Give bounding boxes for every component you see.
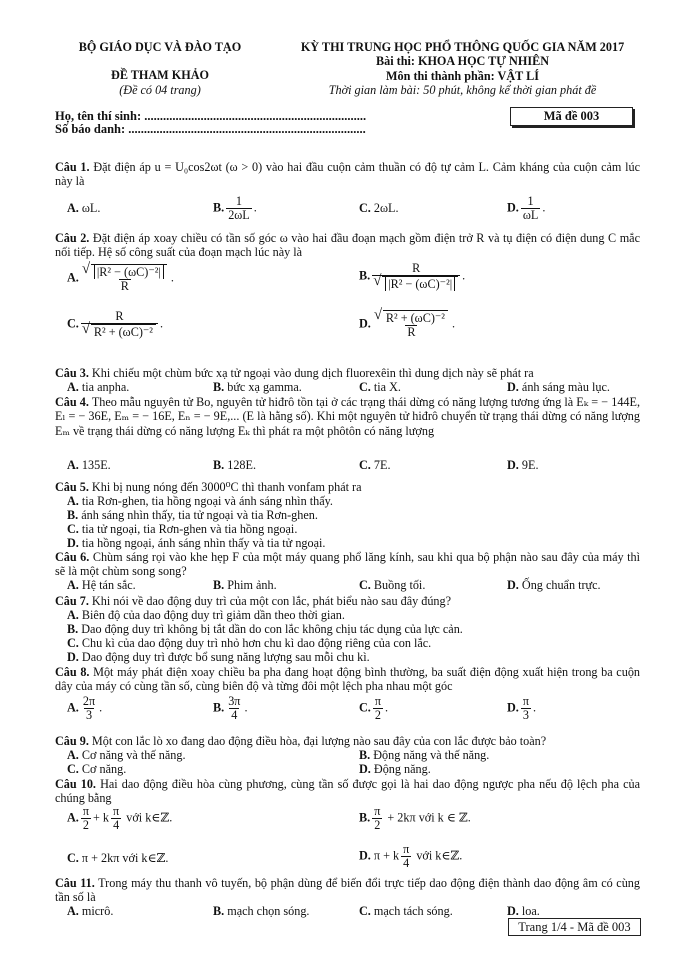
option-c: C. tia X. (359, 380, 401, 394)
question-10: Câu 10. Hai dao động điều hòa cùng phương, cùng tần số được gọi là hai dao động ngược pha nếu độ lệch pha của chúng bằng (55, 777, 640, 806)
option-a: A. tia anpha. (67, 380, 130, 394)
options-2-row1 (55, 262, 640, 312)
option-c: C. tia tử ngoại, tia Rơn-ghen và tia hồng ngoại. (67, 522, 298, 536)
options-9-row2 (55, 762, 640, 778)
question-8: Câu 8. Một máy phát điện xoay chiều ba pha đang hoạt động bình thường, ba suất điện động xuất hiện trong ba cuộn dây của máy có cùng tần số, cùng biên độ và từng đôi một lệch pha nhau một góc (55, 665, 640, 694)
question-2: Câu 2. Đặt điện áp xoay chiều có tần số góc ω vào hai đầu đoạn mạch gồm điện trở R và tụ điện có điện dung C mắc nối tiếp. Hệ số công suất của đoạn mạch lúc này là (55, 231, 640, 260)
option-c: C. 7E. (359, 458, 391, 472)
option-d: D. $\frac{1}{\omega L}$ . (507, 194, 546, 222)
pages-note: (Đề có 04 trang) (119, 82, 201, 97)
option-d: D. √ $\frac{\text{R² + (ωC)⁻²}}{R}$ . (359, 310, 455, 339)
option-a: A. 135E. (67, 458, 111, 472)
option-a: A. $\frac{2\pi}{3}$ . (67, 694, 103, 722)
question-1 (55, 160, 640, 189)
subject: Môn thi thành phần: VẬT LÍ (386, 68, 539, 83)
option-b: B. 128E. (213, 458, 257, 472)
option-a: A. $\frac{\pi}{2}$ + k $\frac{\pi}{4}$ với k∈ℤ. (67, 804, 173, 832)
option-b: B. R √ |R² − (ωC)⁻²| . (359, 262, 465, 291)
options-1 (55, 195, 640, 229)
option-c: C. Buồng tối. (359, 578, 426, 592)
options-10-row2 (55, 843, 640, 877)
option-c: C. π + 2kπ với k∈ℤ. (67, 851, 169, 865)
question-4: Câu 4. Theo mẫu nguyên tử Bo, nguyên tử hiđrô tồn tại ở các trạng thái dừng có năng lượng tương ứng là Eₖ = − 144E, Eₗ = − 36E, Eₘ = − 16E, Eₙ = − 9E,... (E là hằng số). Khi một nguyên tử hiđrô chuyển từ trạng thái dừng có năng lượng Eₘ về trạng thái dừng có năng lượng Eₖ thì phát ra một phôtôn có năng lượng (55, 395, 640, 438)
question-9: Câu 9. Một con lắc lò xo đang dao động điều hòa, đại lượng nào sau đây của con lắc được bảo toàn? (55, 734, 547, 748)
header-left (70, 40, 250, 97)
option-b: B. $\frac{3\pi}{4}$ . (213, 694, 248, 722)
page-footer: Trang 1/4 - Mã đề 003 (508, 918, 641, 936)
option-b: B. $\frac{1}{2\omega L}$ . (213, 194, 257, 222)
option-b: B. mạch chọn sóng. (213, 904, 310, 918)
option-d: D. Ống chuẩn trực. (507, 578, 601, 592)
candidate-info (55, 110, 455, 136)
option-c: C. Chu kì của dao động duy trì nhỏ hơn chu kì dao động riêng của con lắc. (67, 636, 432, 650)
options-4 (55, 458, 640, 474)
doc-type: ĐỀ THAM KHẢO (111, 68, 209, 83)
option-d: D. Động năng. (359, 762, 431, 776)
options-8 (55, 695, 640, 729)
question-7: Câu 7. Khi nói về dao động duy trì của một con lắc, phát biểu nào sau đây đúng? (55, 594, 452, 608)
option-a: A. √ $\frac{\text{|R² − (ωC)⁻²|}}{R}$ . (67, 264, 174, 293)
option-a: A. Cơ năng và thế năng. (67, 748, 186, 762)
question-3: Câu 3. Khi chiếu một chùm bức xạ tử ngoại vào dung dịch fluorexêin thì dung dịch này sẽ phát ra (55, 366, 534, 380)
option-a: A. Biên độ của dao động duy trì giảm dần theo thời gian. (67, 608, 345, 622)
option-d: D. 9E. (507, 458, 539, 472)
option-b: B. $\frac{\pi}{2}$ + 2kπ với k ∈ ℤ. (359, 804, 471, 832)
options-3 (55, 380, 640, 396)
option-a: A. micrô. (67, 904, 114, 918)
question-text: Đặt điện áp u = U₀cos2ωt (ω > 0) vào hai đầu cuộn cảm thuần có độ tự cảm L. Cảm kháng của cuộn cảm lúc này là (55, 160, 641, 189)
option-c: C. R √ R² + (ωC)⁻² . (67, 310, 163, 339)
option-c: C. 2ωL. (359, 201, 399, 215)
option-b: B. Động năng và thế năng. (359, 748, 490, 762)
question-6: Câu 6. Chùm sáng rọi vào khe hẹp F của một máy quang phổ lăng kính, sau khi qua bộ phận nào sau đây của máy thì sẽ là một chùm song song? (55, 550, 640, 579)
option-a: A. tia Rơn-ghen, tia hồng ngoại và ánh sáng nhìn thấy. (67, 494, 333, 508)
option-a: A. Hệ tán sắc. (67, 578, 136, 592)
option-a: A. ωL. (67, 201, 101, 215)
option-b: B. ánh sáng nhìn thấy, tia tử ngoại và tia Rơn-ghen. (67, 508, 318, 522)
exam-code-box: Mã đề 003 (510, 107, 633, 126)
options-6 (55, 578, 640, 594)
time-note: Thời gian làm bài: 50 phút, không kể thời gian phát đề (328, 83, 597, 98)
exam-part: Bài thi: KHOA HỌC TỰ NHIÊN (375, 54, 550, 69)
option-d: D. π + k $\frac{\pi}{4}$ với k∈ℤ. (359, 842, 463, 870)
question-5: Câu 5. Khi bị nung nóng đến 3000⁰C thì thanh vonfam phát ra (55, 480, 362, 494)
option-c: C. Cơ năng. (67, 762, 127, 776)
option-b: B. bức xạ gamma. (213, 380, 302, 394)
option-d: D. Dao động duy trì được bổ sung năng lượng sau mỗi chu kì. (67, 650, 370, 664)
question-label: Câu 1. (55, 160, 90, 174)
option-d: D. ánh sáng màu lục. (507, 380, 610, 394)
option-d: D. tia hồng ngoại, ánh sáng nhìn thấy và tia tử ngoại. (67, 536, 326, 550)
question-11: Câu 11. Trong máy thu thanh vô tuyến, bộ phận dùng để biến đổi trực tiếp dao động điện thành dao động âm có cùng tần số là (55, 876, 640, 905)
candidate-id-line: Số báo danh: ............................................................................ (55, 122, 366, 136)
ministry-name: BỘ GIÁO DỤC VÀ ĐÀO TẠO (78, 40, 242, 54)
option-d: D. loa. (507, 904, 540, 918)
exam-title: KỲ THI TRUNG HỌC PHỔ THÔNG QUỐC GIA NĂM 2017 (300, 40, 625, 54)
option-c: C. mạch tách sóng. (359, 904, 453, 918)
candidate-name-line: Họ, tên thí sinh: ....................................................................... (55, 109, 367, 123)
options-2-row2 (55, 310, 640, 360)
option-d: D. $\frac{\pi}{3}$ . (507, 694, 537, 722)
header-right (275, 40, 650, 98)
option-b: B. Dao động duy trì không bị tắt dần do con lắc không chịu tác dụng của lực cản. (67, 622, 463, 636)
options-10-row1 (55, 805, 640, 839)
option-b: B. Phim ảnh. (213, 578, 277, 592)
option-c: C. $\frac{\pi}{2}$ . (359, 694, 389, 722)
